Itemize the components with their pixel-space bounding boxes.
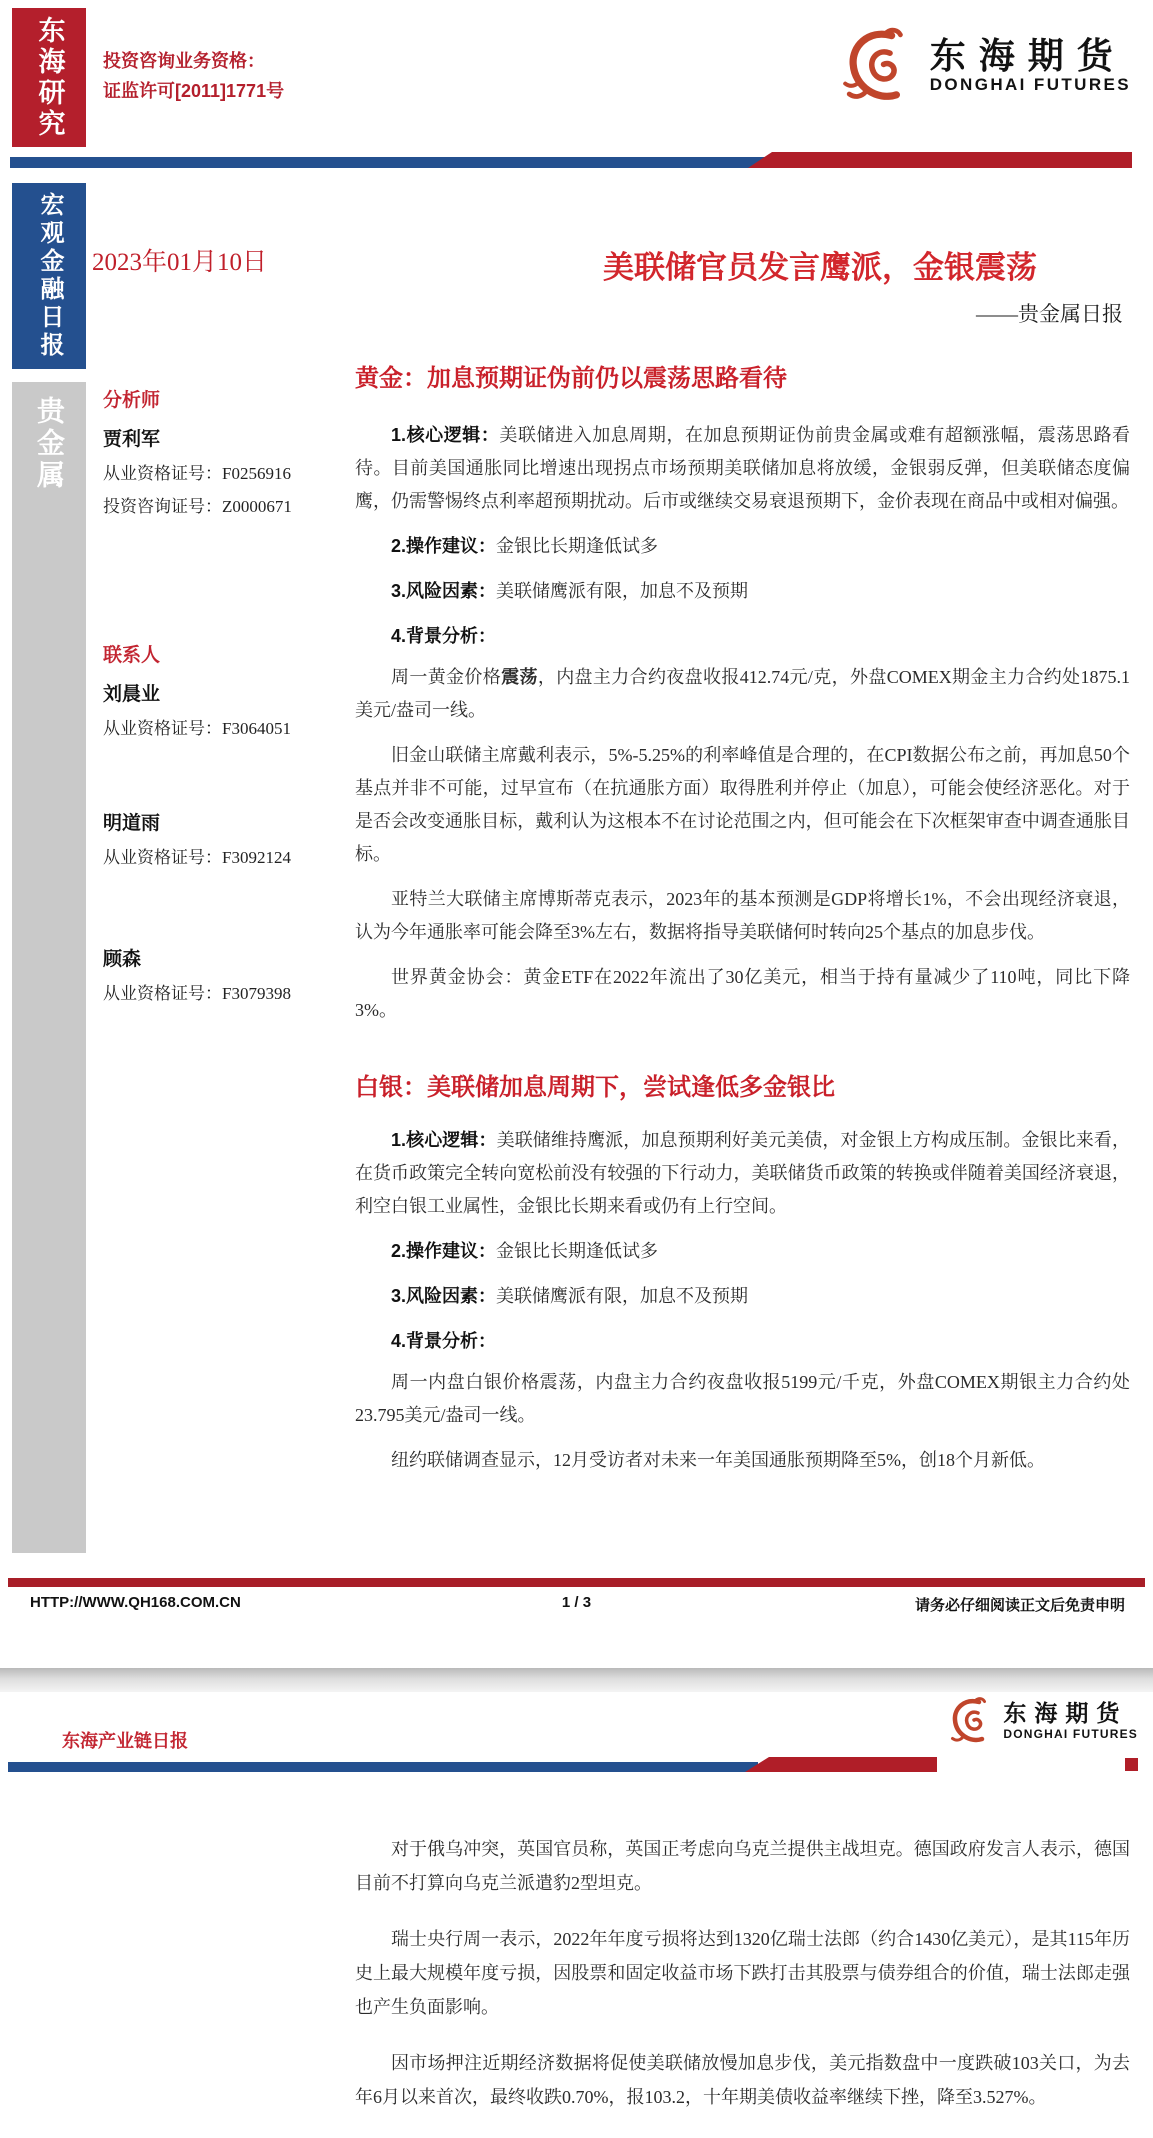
contact-role-label: 联系人 xyxy=(103,645,161,666)
silver-core-logic-text: 美联储维持鹰派，加息预期利好美元美债，对金银上方构成压制。金银比来看，在货币政策完全转向宽松前没有较强的下行动力，美联储货币政策的转换或伴随着美国经济衰退，利空白银工业属性，金银比长期来看或仍有上行空间。 xyxy=(355,1130,1130,1216)
page2-divider-red-end xyxy=(1125,1758,1138,1771)
analyst-cert-1: 从业资格证号：F0256916 xyxy=(103,464,291,483)
logo-cn-text: 东海期货 xyxy=(1003,1700,1128,1727)
gold-background-para-3: 亚特兰大联储主席博斯蒂克表示，2023年的基本预测是GDP将增长1%，不会出现经济衰退，认为今年通胀率可能会降至3%左右，数据将指导美联储何时转向25个基点的加息步伐。 xyxy=(355,889,1130,942)
analyst-role-label: 分析师 xyxy=(103,390,161,411)
gold-bg1-pre: 周一黄金价格 xyxy=(391,667,502,687)
footer-disclaimer: 请务必仔细阅读正文后免责申明 xyxy=(914,1597,1125,1614)
silver-advice-label: 2.操作建议： xyxy=(391,1241,497,1261)
research-brand-tab xyxy=(12,8,86,147)
silver-section-heading: 白银：美联储加息周期下，尝试逢低多金银比 xyxy=(355,1074,835,1101)
contact-block-1 xyxy=(103,640,363,745)
logo-text xyxy=(930,37,1131,95)
page2-body xyxy=(355,1832,1130,2136)
gold-background-label: 4.背景分析： xyxy=(391,626,497,646)
gold-background-para-1 xyxy=(355,661,1130,727)
logo-text xyxy=(1003,1701,1138,1740)
gold-section-heading: 黄金：加息预期证伪前仍以震荡思路看待 xyxy=(355,365,787,392)
report-subtitle: ——贵金属日报 xyxy=(976,302,1123,326)
silver-background-para-1: 周一内盘白银价格震荡，内盘主力合约夜盘收报5199元/千克，外盘COMEX期银主力合约处23.795美元/盎司一线。 xyxy=(355,1372,1130,1425)
category-tab-label: 宏观金融日报 xyxy=(36,192,63,360)
logo-en-text: DONGHAI FUTURES xyxy=(1003,1726,1138,1741)
qualification-line1: 投资咨询业务资格： xyxy=(103,51,265,71)
page2-header-title: 东海产业链日报 xyxy=(62,1731,188,1751)
qualification-block xyxy=(103,46,284,106)
contact-block-2 xyxy=(103,808,363,874)
dragon-logo-icon xyxy=(842,24,922,108)
dragon-logo-icon xyxy=(948,1694,998,1748)
section-tab-label: 贵金属 xyxy=(34,396,65,492)
gold-risk-label: 3.风险因素： xyxy=(391,581,497,601)
analyst-name: 贾利军 xyxy=(103,429,161,450)
silver-advice-text: 金银比长期逢低试多 xyxy=(496,1241,659,1261)
page2-divider-red xyxy=(745,1757,937,1772)
company-logo-page2 xyxy=(948,1694,1138,1748)
footer-page-number: 1 / 3 xyxy=(561,1594,592,1611)
report-title: 美联储官员发言鹰派，金银震荡 xyxy=(603,250,1037,285)
gold-advice xyxy=(355,530,1130,563)
gold-risk-text: 美联储鹰派有限，加息不及预期 xyxy=(496,581,749,601)
silver-advice xyxy=(355,1235,1130,1268)
logo-cn-text: 东海期货 xyxy=(929,35,1126,77)
header-divider-red xyxy=(748,152,1132,168)
category-tab-macro-finance-daily xyxy=(12,183,86,369)
silver-core-logic xyxy=(355,1124,1130,1223)
silver-risk xyxy=(355,1280,1130,1313)
contact-2-name: 明道雨 xyxy=(103,813,161,834)
contact-3-cert: 从业资格证号：F3079398 xyxy=(103,984,291,1003)
page2-divider-blue xyxy=(8,1762,758,1772)
logo-en-text: DONGHAI FUTURES xyxy=(929,74,1131,94)
gold-bg1-bold: 震荡 xyxy=(501,667,538,687)
silver-core-logic-label: 1.核心逻辑： xyxy=(391,1130,497,1150)
footer-divider-bar xyxy=(8,1578,1145,1587)
gold-background-para-2: 旧金山联储主席戴利表示，5%-5.25%的利率峰值是合理的，在CPI数据公布之前，再加息50个基点并非不可能，过早宣布（在抗通胀方面）取得胜利并停止（加息），可能会使经济恶化。对于是否会改变通胀目标，戴利认为这根本不在讨论范围之内，但可能会在下次框架审查中调查通胀目标。 xyxy=(355,745,1130,864)
company-logo xyxy=(842,24,1131,108)
silver-background-para-2: 纽约联储调查显示，12月受访者对未来一年美国通胀预期降至5%，创18个月新低。 xyxy=(391,1450,1045,1470)
gold-background-label-row xyxy=(355,620,1130,653)
gold-advice-text: 金银比长期逢低试多 xyxy=(496,536,659,556)
header-divider-blue xyxy=(10,157,765,168)
gold-advice-label: 2.操作建议： xyxy=(391,536,497,556)
gold-core-logic-label: 1.核心逻辑： xyxy=(391,425,500,445)
page2-para-2: 瑞士央行周一表示，2022年年度亏损将达到1320亿瑞士法郎（约合1430亿美元），是其115年历史上最大规模年度亏损，因股票和固定收益市场下跌打击其股票与债券组合的价值，瑞士法郎走强也产生负面影响。 xyxy=(355,1929,1130,2017)
gold-bg1-post: ，内盘主力合约夜盘收报412.74元/克，外盘COMEX期金主力合约处1875.1美元/盎司一线。 xyxy=(355,667,1131,720)
gold-core-logic xyxy=(355,419,1130,518)
silver-risk-text: 美联储鹰派有限，加息不及预期 xyxy=(496,1286,749,1306)
silver-background-label-row xyxy=(355,1325,1130,1358)
page-separator xyxy=(0,1668,1153,1692)
report-date: 2023年01月10日 xyxy=(92,249,268,276)
analyst-block xyxy=(103,385,363,523)
contact-block-3 xyxy=(103,944,363,1010)
research-brand-label: 东海研究 xyxy=(34,15,65,140)
page2-para-3: 因市场押注近期经济数据将促使美联储放慢加息步伐，美元指数盘中一度跌破103关口，为去年6月以来首次，最终收跌0.70%，报103.2，十年期美债收益率继续下挫，降至3.527%。 xyxy=(355,2053,1130,2107)
section-tab-precious-metal xyxy=(12,382,86,1553)
silver-background-label: 4.背景分析： xyxy=(391,1331,497,1351)
contact-3-name: 顾森 xyxy=(103,949,142,970)
gold-background-para-4: 世界黄金协会：黄金ETF在2022年流出了30亿美元，相当于持有量减少了110吨，同比下降3%。 xyxy=(355,967,1130,1020)
silver-risk-label: 3.风险因素： xyxy=(391,1286,497,1306)
footer-url: HTTP://WWW.QH168.COM.CN xyxy=(30,1594,241,1611)
contact-1-name: 刘晨业 xyxy=(103,684,161,705)
gold-risk xyxy=(355,575,1130,608)
report-body xyxy=(355,358,1130,1489)
footer-row xyxy=(0,1594,1153,1616)
gold-core-logic-text: 美联储进入加息周期，在加息预期证伪前贵金属或难有超额涨幅，震荡思路看待。目前美国通胀同比增速出现拐点市场预期美联储加息将放缓，金银弱反弹，但美联储态度偏鹰，仍需警惕终点利率超预期扰动。后市或继续交易衰退预期下，金价表现在商品中或相对偏强。 xyxy=(355,425,1131,511)
page2-para-1: 对于俄乌冲突，英国官员称，英国正考虑向乌克兰提供主战坦克。德国政府发言人表示，德国目前不打算向乌克兰派遣豹2型坦克。 xyxy=(355,1839,1130,1893)
contact-2-cert: 从业资格证号：F3092124 xyxy=(103,848,291,867)
qualification-line2: 证监许可[2011]1771号 xyxy=(103,81,285,101)
analyst-cert-2: 投资咨询证号：Z0000671 xyxy=(103,497,292,516)
contact-1-cert: 从业资格证号：F3064051 xyxy=(103,719,291,738)
